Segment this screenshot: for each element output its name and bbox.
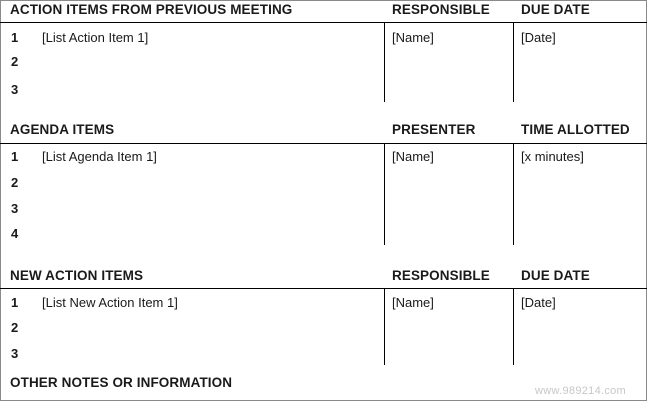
section-rule <box>0 288 647 289</box>
due-date-cell[interactable]: [Date] <box>521 30 556 45</box>
row-number: 1 <box>11 30 19 45</box>
watermark: www.989214.com <box>535 385 627 397</box>
row-number: 1 <box>11 149 19 164</box>
time-allotted-column-header: TIME ALLOTTED <box>521 122 630 137</box>
responsible-column-header: RESPONSIBLE <box>392 2 490 17</box>
presenter-cell[interactable]: [Name] <box>392 149 434 164</box>
action-item-cell[interactable]: [List Action Item 1] <box>42 30 149 45</box>
agenda-items-header <box>0 120 647 140</box>
column-divider <box>384 22 385 102</box>
column-divider <box>384 288 385 365</box>
row-number: 2 <box>11 320 19 335</box>
row-number: 3 <box>11 201 19 216</box>
responsible-column-header: RESPONSIBLE <box>392 268 490 283</box>
previous-items-title: ACTION ITEMS FROM PREVIOUS MEETING <box>10 2 293 17</box>
due-date-column-header: DUE DATE <box>521 2 590 17</box>
new-items-header <box>0 266 647 286</box>
column-divider <box>513 288 514 365</box>
new-action-item-cell[interactable]: [List New Action Item 1] <box>42 295 178 310</box>
notes-title: OTHER NOTES OR INFORMATION <box>10 375 233 390</box>
due-date-column-header: DUE DATE <box>521 268 590 283</box>
responsible-cell[interactable]: [Name] <box>392 295 434 310</box>
presenter-column-header: PRESENTER <box>392 122 476 137</box>
row-number: 3 <box>11 346 19 361</box>
new-items-title: NEW ACTION ITEMS <box>10 268 144 283</box>
section-rule <box>0 22 647 23</box>
row-number: 2 <box>11 175 19 190</box>
column-divider <box>513 143 514 245</box>
due-date-cell[interactable]: [Date] <box>521 295 556 310</box>
responsible-cell[interactable]: [Name] <box>392 30 434 45</box>
row-number: 2 <box>11 54 19 69</box>
previous-items-header <box>0 0 647 20</box>
time-allotted-cell[interactable]: [x minutes] <box>521 149 584 164</box>
row-number: 4 <box>11 226 19 241</box>
column-divider <box>384 143 385 245</box>
agenda-item-cell[interactable]: [List Agenda Item 1] <box>42 149 157 164</box>
row-number: 1 <box>11 295 19 310</box>
column-divider <box>513 22 514 102</box>
agenda-items-title: AGENDA ITEMS <box>10 122 115 137</box>
row-number: 3 <box>11 82 19 97</box>
section-rule <box>0 143 647 144</box>
